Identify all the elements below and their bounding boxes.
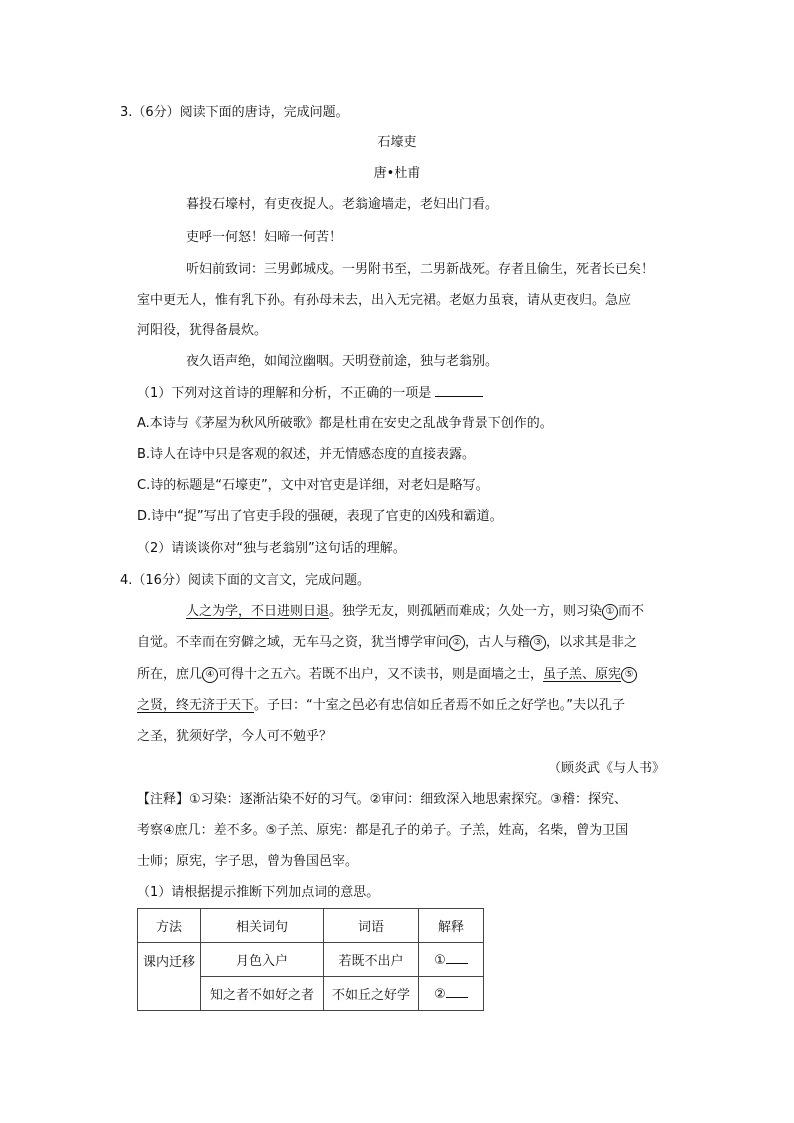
option-c: C.诗的标题是“石壕吏”，文中对官吏是详细，对老妇是略写。	[137, 478, 489, 493]
note-mark-5: ⑤	[621, 667, 637, 683]
notes-line: 考察④庶几：差不多。⑤子羔、原宪：都是孔子的弟子。子羔，姓高，名柴，曾为卫国	[137, 823, 629, 838]
passage-text: ，古人与稽	[465, 635, 531, 650]
answer-blank[interactable]	[446, 985, 468, 998]
passage-line: 之圣，犹须好学，今人可不勉乎？	[137, 729, 333, 744]
answer-mark: ①	[434, 953, 446, 968]
passage-text: 所在，庶几	[137, 667, 203, 682]
note-mark-3: ③	[530, 635, 546, 651]
poem-line: 室中更无人，惟有乳下孙。有孙母未去，出入无完裙。老妪力虽衰，请从吏夜归。急应	[137, 293, 632, 308]
answer-cell[interactable]	[419, 977, 484, 1011]
poem-line: 夜久语声绝，如闻泣幽咽。天明登前途，独与老翁别。	[186, 354, 499, 369]
answer-cell[interactable]	[419, 943, 484, 977]
note-mark-4: ④	[202, 667, 218, 683]
answer-mark: ②	[434, 987, 446, 1002]
poem-line: 听妇前致词：三男邺城戍。一男附书至，二男新战死。存者且偷生，死者长已矣！	[186, 262, 655, 277]
poem-title: 石壕吏	[377, 135, 417, 150]
underlined-phrase: 虽子羔、原宪	[543, 667, 622, 682]
q4-sub1: （1）请根据提示推断下列加点词的意思。	[137, 885, 380, 900]
passage-text: 。独学无友，则孤陋而难成；久处一方，则习染	[329, 604, 603, 619]
poem-line: 吏呼一何怒！妇啼一何苦！	[186, 230, 343, 245]
poem-line: 暮投石壕村，有吏夜捉人。老翁逾墙走，老妇出门看。	[186, 197, 499, 212]
passage-text: 可得十之五六。若既不出户，又不读书，则是面墙之士，	[218, 667, 544, 682]
method-cell: 课内迁移	[138, 943, 201, 1011]
passage-text: ，以求其是非之	[546, 635, 638, 650]
underlined-sentence: 人之为学，不日进则日退	[186, 604, 330, 619]
q3-sub2: （2）请谈谈你对“独与老翁别”这句话的理解。	[137, 541, 406, 556]
q3-heading: 3.（6分）阅读下面的唐诗，完成问题。	[120, 105, 349, 120]
table-header-row	[138, 909, 484, 943]
passage-source: （顾炎武《与人书》	[548, 761, 666, 776]
passage-text: 。子曰：“十室之邑必有忠信如丘者焉不如丘之好学也。”夫以孔子	[254, 698, 625, 713]
passage-text: 自觉。不幸而在穷僻之域，无车马之资，犹当博学审问	[137, 635, 450, 650]
note-mark-2: ②	[449, 635, 465, 651]
answer-blank[interactable]	[435, 384, 483, 397]
underlined-phrase: 之贤，终无济于天下	[137, 698, 255, 713]
answer-blank[interactable]	[446, 951, 468, 964]
word-cell: 不如丘之好学	[324, 977, 419, 1011]
notes-line: 【注释】①习染：逐渐沾染不好的习气。②审问：细致深入地思索探究。③稽：探究、	[137, 792, 627, 807]
table-header: 解释	[419, 909, 484, 943]
q3-sub1	[137, 384, 483, 403]
word-cell: 若既不出户	[324, 943, 419, 977]
passage-line	[137, 697, 625, 715]
option-b: B.诗人在诗中只是客观的叙述，并无情感态度的直接表露。	[137, 447, 476, 462]
table-header: 相关词句	[201, 909, 324, 943]
table-row	[138, 943, 484, 977]
related-cell: 月色入户	[201, 943, 324, 977]
notes-line: 士师；原宪，字子思，曾为鲁国邑宰。	[137, 854, 359, 869]
related-cell: 知之者不如好之者	[201, 977, 324, 1011]
option-d: D.诗中“捉”写出了官吏手段的强硬，表现了官吏的凶残和霸道。	[137, 509, 503, 524]
passage-text: 而不	[618, 604, 645, 619]
poem-line: 河阳役，犹得备晨炊。	[137, 323, 268, 338]
table-header: 词语	[324, 909, 419, 943]
q4-heading: 4.（16分）阅读下面的文言文，完成问题。	[120, 573, 370, 588]
passage-line	[137, 666, 637, 684]
passage-line	[186, 603, 644, 621]
poem-author: 唐•杜甫	[373, 166, 421, 181]
note-mark-1: ①	[602, 604, 618, 620]
passage-line	[137, 634, 637, 652]
vocab-table	[137, 908, 484, 1011]
option-a: A.本诗与《茅屋为秋风所破歌》都是杜甫在安史之乱战争背景下创作的。	[137, 416, 553, 431]
q3-sub1-text: （1）下列对这首诗的理解和分析，不正确的一项是	[137, 386, 432, 401]
table-header: 方法	[138, 909, 201, 943]
